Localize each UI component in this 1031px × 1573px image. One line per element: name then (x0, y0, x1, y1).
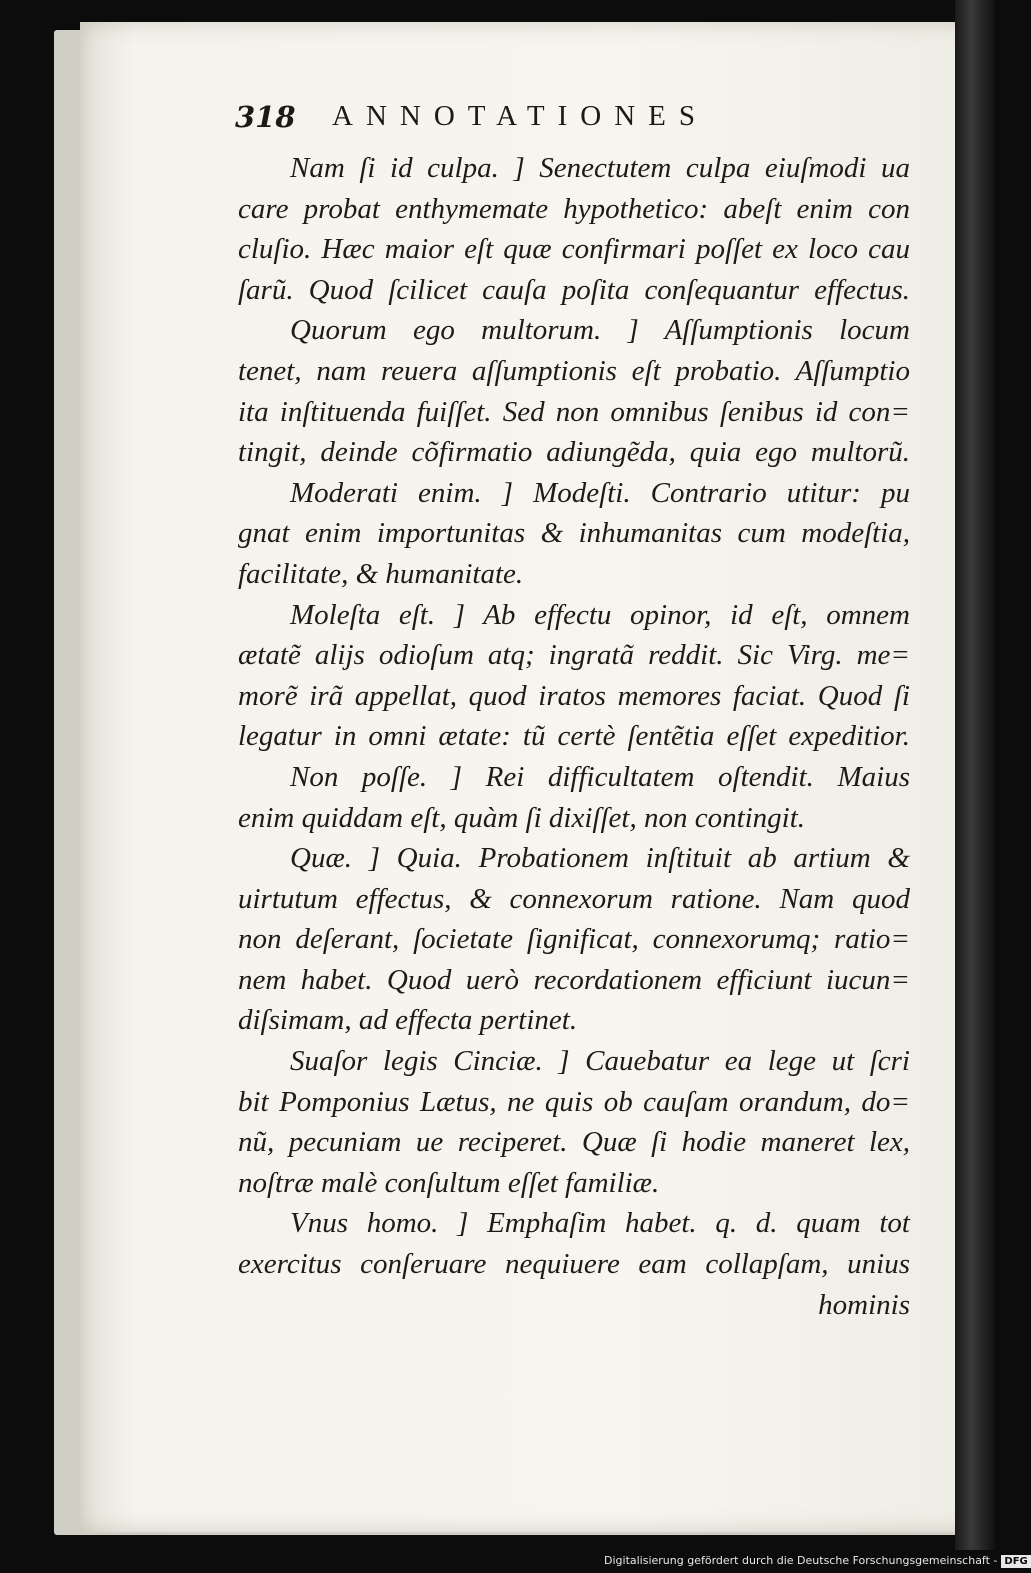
text-line: tingit, deinde cõfirmatio adiungẽda, quia ego multorũ. (238, 436, 910, 469)
text-line: hominis (818, 1288, 910, 1321)
body-text (238, 148, 910, 1325)
text-line: Moleſta eſt. ] Ab effectu opinor, id eſt, omnem (290, 598, 910, 631)
text-line: care probat enthymemate hypothetico: abeſt enim con (238, 192, 910, 225)
page-number: 318 (235, 100, 296, 134)
text-line: ſarũ. Quod ſcilicet cauſa poſita conſequantur effectus. (238, 273, 910, 306)
text-line: nũ, pecuniam ue reciperet. Quæ ſi hodie maneret lex, (238, 1126, 910, 1159)
credit-text: Digitalisierung gefördert durch die Deutsche Forschungsgemeinschaft - (604, 1554, 998, 1567)
digitization-credit (604, 1554, 1031, 1568)
text-line: legatur in omni ætate: tũ certè ſentẽtia eſſet expeditior. (238, 720, 910, 753)
text-line: diſsimam, ad effecta pertinet. (238, 1004, 578, 1037)
page-edge (955, 0, 995, 1550)
text-line: bit Pomponius Lætus, ne quis ob cauſam orandum, do= (238, 1085, 910, 1118)
text-line: nem habet. Quod uerò recordationem efficiunt iucun= (238, 963, 910, 996)
text-line: noſtræ malè conſultum eſſet familiæ. (238, 1166, 660, 1199)
text-line: tenet, nam reuera aſſumptionis eſt probatio. Aſſumptio (238, 354, 910, 387)
text-line: enim quiddam eſt, quàm ſi dixiſſet, non contingit. (238, 801, 806, 834)
text-line: non deſerant, ſocietate ſignificat, connexorumq; ratio= (238, 923, 910, 956)
text-line: Quorum ego multorum. ] Aſſumptionis locum (290, 314, 910, 347)
text-line: Vnus homo. ] Emphaſim habet. q. d. quam tot (290, 1207, 910, 1240)
text-line: facilitate, & humanitate. (238, 557, 524, 590)
dfg-logo: DFG (1001, 1555, 1030, 1568)
text-line: ætatẽ alijs odioſum atq; ingratã reddit. Sic Virg. me= (238, 639, 910, 672)
text-line: Nam ſi id culpa. ] Senectutem culpa eiuſmodi ua (290, 152, 910, 184)
text-line: Quæ. ] Quia. Probationem inſtituit ab artium & (290, 842, 910, 875)
text-line: uirtutum effectus, & connexorum ratione. Nam quod (238, 882, 910, 915)
text-line: exercitus conſeruare nequiuere eam collapſam, unius (238, 1248, 910, 1281)
text-line: Suaſor legis Cinciæ. ] Cauebatur ea lege ut ſcri (290, 1045, 910, 1078)
text-line: Moderati enim. ] Modeſti. Contrario utitur: pu (290, 476, 910, 509)
running-head: ANNOTATIONES (332, 100, 708, 132)
page-header (235, 100, 825, 140)
text-line: cluſio. Hæc maior eſt quæ confirmari poſſet ex loco cau (238, 233, 910, 266)
text-line: ita inſtituenda fuiſſet. Sed non omnibus ſenibus id con= (238, 395, 910, 428)
text-line: Non poſſe. ] Rei difficultatem oſtendit. Maius (290, 760, 910, 793)
text-line: gnat enim importunitas & inhumanitas cum modeſtia, (238, 517, 910, 550)
text-line: morẽ irã appellat, quod iratos memores faciat. Quod ſi (238, 679, 910, 712)
